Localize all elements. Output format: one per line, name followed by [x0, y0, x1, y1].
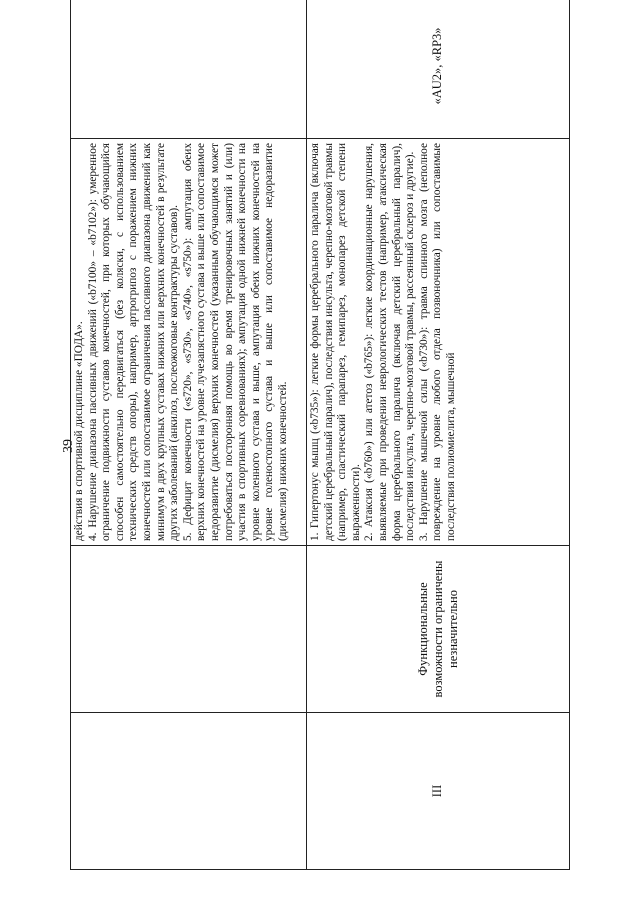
description-cell	[71, 139, 307, 546]
rotated-table-wrapper	[70, 27, 570, 870]
table-row	[71, 0, 307, 870]
description-paragraph: 2. Атаксия («b760») или атетоз («b765»): легкие координационные нарушения, выявляемые при проведении неврологических тестов (например, атаксическая форма церебрального паралича (включая детский церебральный паралич), последствия инсульта, черепно-мозговой травмы, рассеянный склероз и другие).	[363, 143, 417, 541]
class-cell	[71, 0, 307, 139]
class-cell: «AU2», «RP3»	[307, 0, 570, 139]
description-paragraph: 4. Нарушение диапазона пассивных движений («b7100» – «b7102»): умеренное ограничение подвижности суставов конечностей, при которых обучающийся способен самостоятельно передвигаться (без коляски, с использованием технических средств опоры), например, артрогрипоз с поражением нижних конечностей или сопоставимое ограничения пассивного диапазона движений как минимум в двух крупных суставах нижних или верхних конечностей в результате других заболеваний (анкилоз, послеожоговые контрактуры суставов).	[86, 143, 181, 541]
grade-cell: III	[307, 713, 570, 870]
description-paragraph: 5. Дефицит конечности («s720», «s730», «s740», «s750»): ампутация обеих верхних конечностей на уровне лучезапястного сустава и выше или сопоставимое недоразвитие (дисмелия) верхних конечностей (указанным обучающимся может потребоваться посторонняя помощь во время тренировочных занятий и (или) участия в спортивных соревнованиях); ампутация одной нижней конечности на уровне коленного сустава и выше, ампутация обеих нижних конечностей на уровне голеностопного сустава и выше или сопоставимое недоразвитие (дисмелия) нижних конечностей.	[181, 143, 289, 541]
function-cell	[71, 546, 307, 713]
page-number: 39	[61, 439, 76, 453]
description-cell	[307, 139, 570, 546]
table-row	[307, 0, 570, 870]
description-paragraph: действия в спортивной дисциплине «ПОДА».	[73, 321, 85, 541]
description-paragraph: 3. Нарушение мышечной силы («b730»): травма спинного мозга (неполное повреждение на уровне любого отдела позвоночника) или сопоставимые последствия полиомиелита, мышечной	[417, 143, 457, 541]
function-cell: Функциональные возможности ограничены незначительно	[307, 546, 570, 713]
grade-cell	[71, 713, 307, 870]
classification-table	[70, 0, 570, 870]
description-paragraph: 1. Гипертонус мышц («b735»): легкие формы церебрального паралича (включая детский церебральный паралич), последствия инсульта, черепно-мозговой травмы (например, спастический парапарез, гемипарез, монопарез детской степени выраженности).	[309, 143, 362, 541]
